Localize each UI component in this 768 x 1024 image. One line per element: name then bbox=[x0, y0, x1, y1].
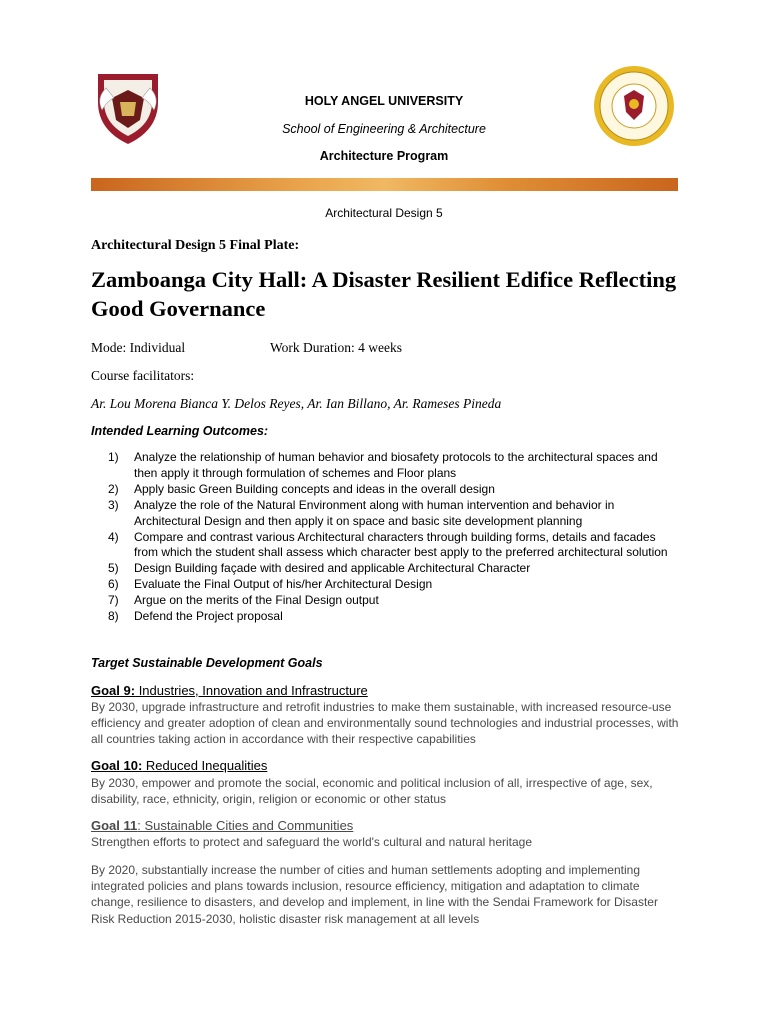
goal-10-heading bbox=[91, 758, 267, 773]
plate-label: Architectural Design 5 Final Plate: bbox=[91, 238, 300, 253]
list-item: 6) Evaluate the Final Output of his/her Architectural Design bbox=[108, 577, 433, 592]
goal-10-name: Reduced Inequalities bbox=[142, 758, 268, 773]
sdg-heading: Target Sustainable Development Goals bbox=[91, 656, 323, 670]
program-name: Architecture Program bbox=[319, 149, 449, 163]
university-name: HOLY ANGEL UNIVERSITY bbox=[304, 94, 464, 108]
goal-11-body-2: By 2020, substantially increase the number of cities and human settlements adopting and implementing integrated policies and plans towards inclusion, resource efficiency, mitigation and adaptation to climate change, resilience to disasters, and develop and implement, in line with the Sendai Framework for Disaster Risk Reduction 2015-2030, holistic disaster risk management at all levels bbox=[91, 863, 658, 926]
goal-9-label: Goal 9: bbox=[91, 683, 136, 698]
facilitators-names: Ar. Lou Morena Bianca Y. Delos Reyes, Ar. Ian Billano, Ar. Rameses Pineda bbox=[91, 396, 502, 411]
list-item: 5) Design Building façade with desired and applicable Architectural Character bbox=[108, 561, 531, 576]
goal-10-label: Goal 10: bbox=[91, 758, 143, 773]
list-item: 7) Argue on the merits of the Final Design output bbox=[108, 593, 379, 608]
goal-9-name: Industries, Innovation and Infrastructure bbox=[135, 683, 368, 698]
list-item: 3) Analyze the role of the Natural Environment along with human intervention and behavior in Architectural Design and then apply it on space and basic site development planning bbox=[108, 497, 615, 528]
list-item: 4) Compare and contrast various Architectural characters through building forms, details and facades from which the student shall assess which character best apply to the preferred architectural solution bbox=[108, 529, 668, 560]
course-name: Architectural Design 5 bbox=[325, 206, 443, 220]
facilitators-label: Course facilitators: bbox=[91, 368, 195, 383]
ilo-list bbox=[108, 450, 668, 625]
header-divider-band bbox=[91, 178, 678, 191]
goal-9-body: By 2030, upgrade infrastructure and retrofit industries to make them sustainable, with increased resource-use efficiency and greater adoption of clean and environmentally sound technologies and industrial processes, with all countries taking action in accordance with their respective capabilities bbox=[91, 700, 679, 747]
list-item: 8) Defend the Project proposal bbox=[108, 609, 283, 624]
plate-title: Zamboanga City Hall: A Disaster Resilient Edifice Reflecting Good Governance bbox=[91, 267, 677, 321]
goal-11-heading bbox=[91, 818, 353, 833]
work-duration-text: Work Duration: 4 weeks bbox=[270, 340, 403, 355]
goal-10-body: By 2030, empower and promote the social, economic and political inclusion of all, irrespective of age, sex, disability, race, ethnicity, origin, religion or economic or other status bbox=[91, 776, 653, 807]
list-item: 1) Analyze the relationship of human behavior and biosafety protocols to the architectural spaces and then apply it through formulation of schemes and Floor plans bbox=[108, 450, 658, 480]
goal-11-body-1: Strengthen efforts to protect and safeguard the world's cultural and natural heritage bbox=[91, 835, 533, 849]
goal-9-heading bbox=[91, 683, 368, 698]
goal-11-name: : Sustainable Cities and Communities bbox=[137, 818, 354, 833]
mode-text: Mode: Individual bbox=[91, 340, 186, 355]
list-item: 2) Apply basic Green Building concepts and ideas in the overall design bbox=[108, 481, 495, 496]
school-name: School of Engineering & Architecture bbox=[282, 122, 486, 136]
ilo-heading: Intended Learning Outcomes: bbox=[91, 424, 269, 438]
goal-11-label: Goal 11 bbox=[91, 818, 138, 833]
